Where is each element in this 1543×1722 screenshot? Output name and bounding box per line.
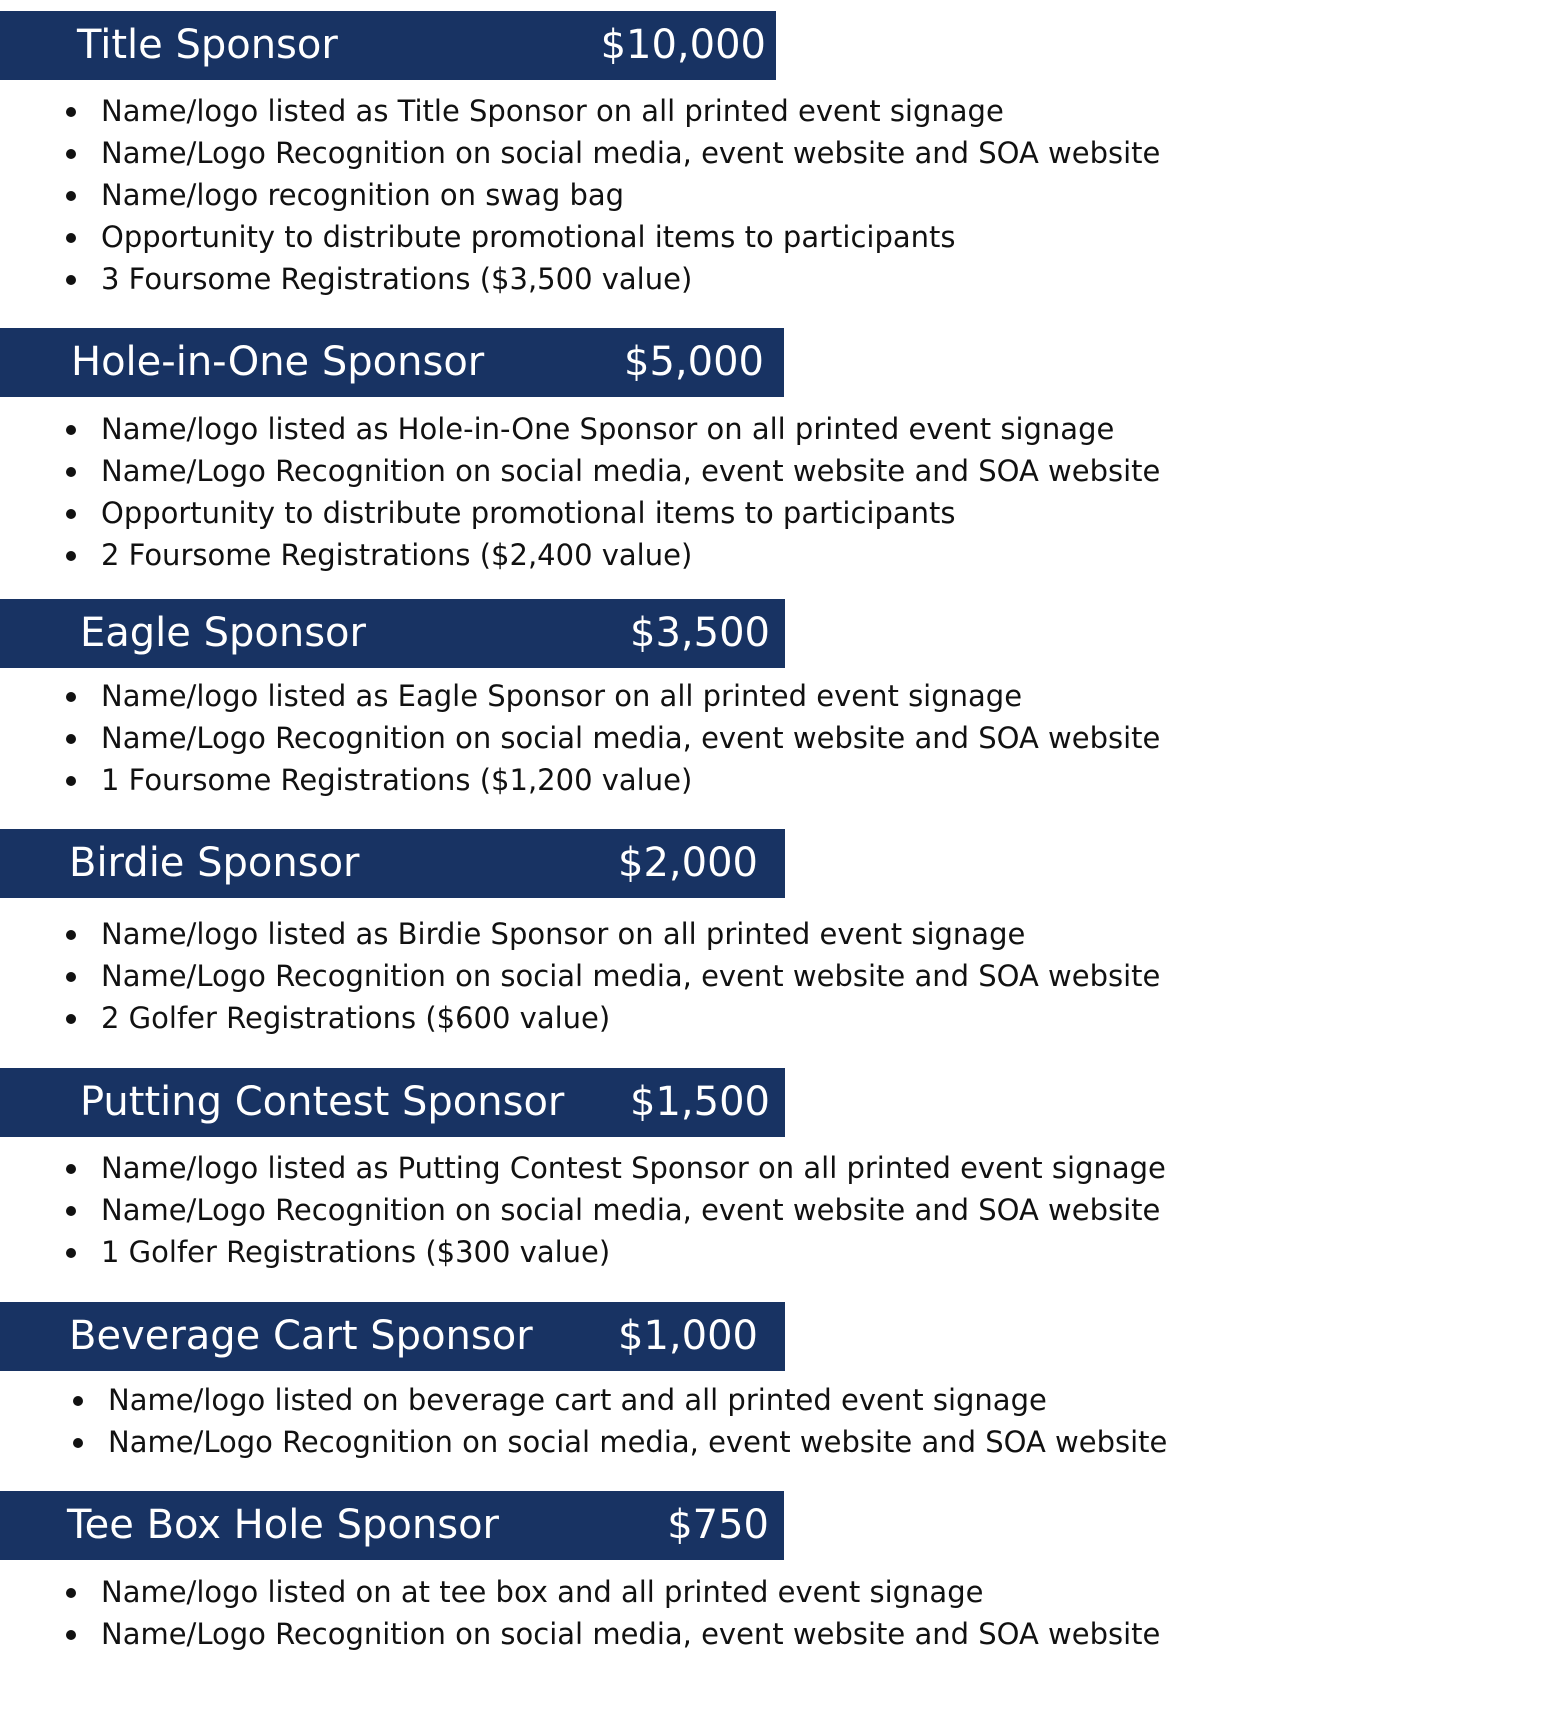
bullet-icon [66,191,76,201]
benefit-item [0,1613,1160,1655]
benefit-item [0,174,1160,216]
benefit-item [0,492,1160,534]
bullet-icon [66,233,76,243]
tier-header [0,11,776,80]
benefit-item [0,913,1160,955]
benefit-text: Name/Logo Recognition on social media, event website and SOA website [101,136,1161,170]
bullet-icon [66,1630,76,1640]
bullet-icon [73,1396,83,1406]
benefit-text: Name/logo listed as Eagle Sponsor on all printed event signage [101,679,1023,713]
bullet-icon [66,425,76,435]
bullet-icon [66,692,76,702]
tier-header [0,599,785,668]
tier-header [0,328,784,397]
bullet-icon [66,509,76,519]
tier-name: Tee Box Hole Sponsor [67,1502,499,1548]
bullet-icon [66,930,76,940]
benefit-item [0,408,1160,450]
benefit-text: Name/logo listed on beverage cart and all printed event signage [108,1383,1047,1417]
bullet-icon [66,1248,76,1258]
benefit-text: Name/Logo Recognition on social media, event website and SOA website [108,1425,1168,1459]
benefit-item [0,759,1160,801]
benefit-item [0,132,1160,174]
bullet-icon [66,149,76,159]
tier-name: Eagle Sponsor [80,610,366,656]
bullet-icon [66,1014,76,1024]
benefit-text: Name/Logo Recognition on social media, event website and SOA website [101,959,1161,993]
bullet-icon [66,734,76,744]
tier-header [0,1491,784,1560]
bullet-icon [66,551,76,561]
bullet-icon [73,1438,83,1448]
tier-name: Birdie Sponsor [69,840,360,886]
benefit-list [0,1571,1160,1655]
bullet-icon [66,467,76,477]
benefit-list [0,1379,1167,1463]
bullet-icon [66,1588,76,1598]
bullet-icon [66,776,76,786]
benefit-item [0,1147,1166,1189]
tier-price: $1,500 [630,1079,770,1125]
benefit-item [0,534,1160,576]
benefit-text: Name/logo listed on at tee box and all printed event signage [101,1575,984,1609]
benefit-text: Name/Logo Recognition on social media, event website and SOA website [101,721,1161,755]
tier-header [0,829,785,898]
benefit-item [0,1189,1166,1231]
benefit-item [0,955,1160,997]
tier-name: Putting Contest Sponsor [80,1079,565,1125]
bullet-icon [66,107,76,117]
benefit-list [0,408,1160,576]
tier-name: Beverage Cart Sponsor [69,1313,533,1359]
benefit-text: 1 Golfer Registrations ($300 value) [101,1235,611,1269]
benefit-item [0,717,1160,759]
benefit-list [0,913,1160,1039]
benefit-text: Name/Logo Recognition on social media, event website and SOA website [101,1617,1161,1651]
benefit-item [0,1571,1160,1613]
benefit-item [0,675,1160,717]
benefit-text: Name/Logo Recognition on social media, event website and SOA website [101,454,1161,488]
tier-name: Title Sponsor [77,22,338,68]
bullet-icon [66,1164,76,1174]
benefit-list [0,90,1160,300]
benefit-item [0,258,1160,300]
benefit-list [0,675,1160,801]
benefit-text: Name/logo listed as Putting Contest Sponsor on all printed event signage [101,1151,1166,1185]
benefit-item [0,90,1160,132]
benefit-text: 1 Foursome Registrations ($1,200 value) [101,763,693,797]
benefit-item [0,216,1160,258]
tier-price: $1,000 [618,1313,758,1359]
benefit-text: Name/logo listed as Title Sponsor on all printed event signage [101,94,1004,128]
benefit-item [0,997,1160,1039]
benefit-text: Name/logo listed as Hole-in-One Sponsor on all printed event signage [101,412,1115,446]
benefit-list [0,1147,1166,1273]
benefit-text: Name/Logo Recognition on social media, event website and SOA website [101,1193,1161,1227]
tier-price: $750 [667,1502,769,1548]
bullet-icon [66,275,76,285]
benefit-item [0,1421,1167,1463]
tier-header [0,1302,785,1371]
benefit-item [0,450,1160,492]
benefit-text: Name/logo recognition on swag bag [101,178,625,212]
benefit-text: 2 Golfer Registrations ($600 value) [101,1001,611,1035]
tier-name: Hole-in-One Sponsor [71,339,485,385]
benefit-text: 3 Foursome Registrations ($3,500 value) [101,262,693,296]
benefit-item [0,1231,1166,1273]
benefit-text: 2 Foursome Registrations ($2,400 value) [101,538,693,572]
benefit-item [0,1379,1167,1421]
tier-price: $3,500 [630,610,770,656]
tier-price: $5,000 [624,339,764,385]
tier-price: $2,000 [618,840,758,886]
benefit-text: Opportunity to distribute promotional items to participants [101,496,956,530]
bullet-icon [66,1206,76,1216]
bullet-icon [66,972,76,982]
benefit-text: Name/logo listed as Birdie Sponsor on all printed event signage [101,917,1026,951]
tier-header [0,1068,785,1137]
tier-price: $10,000 [600,22,766,68]
benefit-text: Opportunity to distribute promotional items to participants [101,220,956,254]
